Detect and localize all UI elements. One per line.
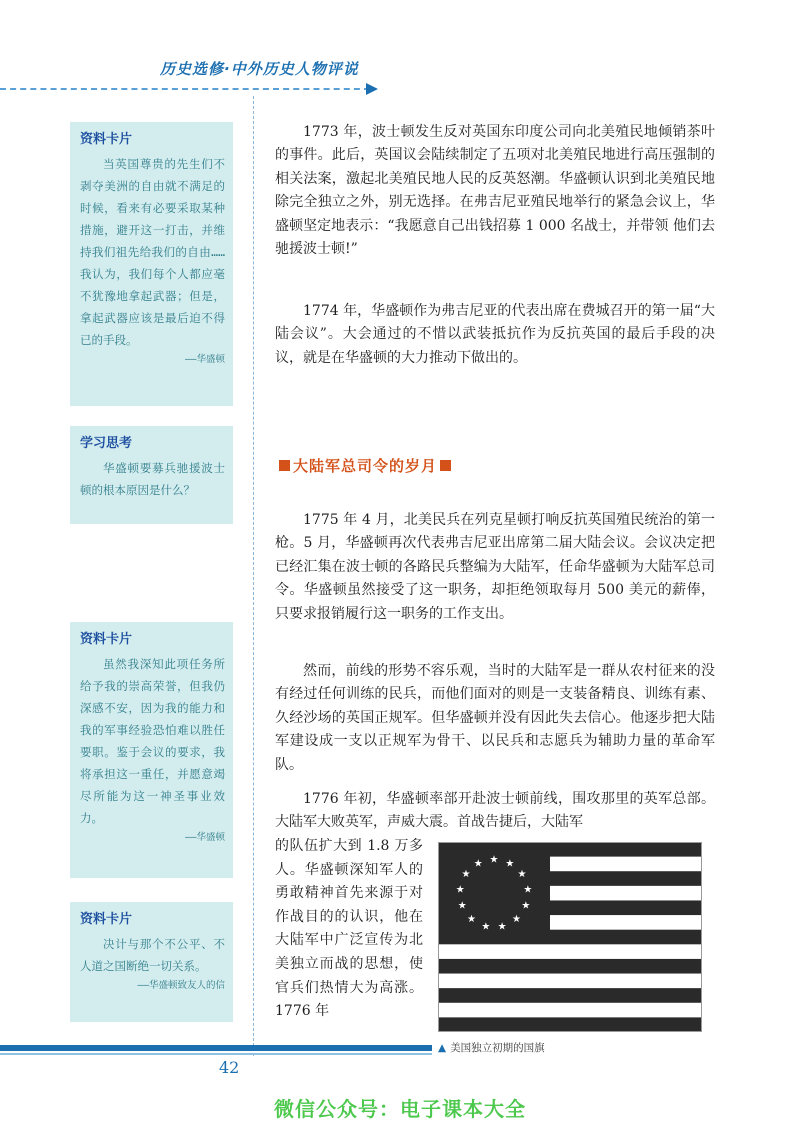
flag-stripe	[438, 1017, 702, 1032]
flag-stripe	[438, 988, 702, 1003]
star-icon: ★	[489, 854, 499, 866]
card-text: 虽然我深知此项任务所给予我的崇高荣誉，但我仍深感不安，因为我的能力和我的军事经验恐怕难以胜任要职。鉴于会议的要求，我将承担这一重任，并愿意竭尽所能为这一神圣事业效力。	[80, 657, 225, 825]
sidebar-card-4	[70, 902, 233, 1022]
card-text: 当英国尊贵的先生们不剥夺美洲的自由就不满足的时候，看来有必要采取某种措施，避开这一打击，并维持我们祖先给我们的自由……我认为，我们每个人都应毫不犹豫地拿起武器；但是，拿起武器应该是最后迫不得已的手段。	[80, 157, 225, 347]
figure-caption	[438, 1040, 545, 1055]
paragraph-3: 1775 年 4 月，北美民兵在列克星顿打响反抗英国殖民统治的第一枪。5 月，华盛顿再次代表弗吉尼亚出席第二届大陆会议。会议决定把已经汇集在波士顿的各路民兵整编为大陆军，任命华盛顿为大陆军总司令。华盛顿虽然接受了这一职务，却拒绝领取每月 500 美元的薪俸，只要求报销履行这一职务的工作支出。	[275, 512, 715, 622]
header-title: 历史选修·中外历史人物评说	[160, 60, 359, 78]
sidebar-card-2	[70, 426, 233, 524]
bottom-bar-accent	[0, 1053, 432, 1055]
star-icon: ★	[505, 858, 515, 870]
square-icon	[279, 460, 290, 471]
card-title: 学习思考	[80, 436, 133, 451]
card-title: 资料卡片	[80, 632, 133, 647]
paragraph-1: 1773 年，波士顿发生反对英国东印度公司向北美殖民地倾销茶叶的事件。此后，英国议会陆续制定了五项对北美殖民地进行高压强制的相关法案，激起北美殖民地人民的反英怒潮。华盛顿认识到北美殖民地除完全独立之外，别无选择。在弗吉尼亚殖民地举行的紧急会议上，华盛顿坚定地表示：“我愿意自己出钱招募 1 000 名战士，并带领 他们去驰援波士顿!”	[275, 124, 715, 258]
paragraph-2: 1774 年，华盛顿作为弗吉尼亚的代表出席在费城召开的第一届“大陆会议”。大会通过的不惜以武装抵抗作为反抗英国的最后手段的决议，就是在华盛顿的大力推动下做出的。	[275, 303, 715, 366]
section-title: 大陆军总司令的岁月	[293, 457, 438, 475]
star-icon: ★	[467, 913, 476, 925]
card-text: 华盛顿要募兵驰援波士顿的根本原因是什么？	[80, 461, 225, 497]
card-source: ——华盛顿致友人的信	[137, 980, 225, 991]
caption-text: 美国独立初期的国旗	[450, 1042, 545, 1054]
card-title: 资料卡片	[80, 132, 133, 147]
card-title: 资料卡片	[80, 912, 133, 927]
card-text: 决计与那个不公平、不人道之国断绝一切关系。	[80, 937, 225, 973]
star-icon: ★	[457, 900, 467, 912]
triangle-icon: ▲	[438, 1042, 447, 1054]
paragraph-4: 然而，前线的形势不容乐观，当时的大陆军是一群从农村征来的没有经过任何训练的民兵，而他们面对的则是一支装备精良、训练有素、久经沙场的英国正规军。但华盛顿并没有因此失去信心。他逐步把大陆军建设成一支以正规军为骨干、以民兵和志愿兵为辅助力量的革命军队。	[275, 663, 715, 773]
sidebar-card-1	[70, 122, 233, 406]
star-icon: ★	[481, 921, 491, 933]
star-icon: ★	[497, 921, 507, 933]
paragraph-6: 的队伍扩大到 1.8 万多人。华盛顿深知军人的勇敢精神首先来源于对作战目的的认识，他在大陆军中广泛宣传为北美独立而战的思想，使官兵们热情大为高涨。1776 年	[275, 838, 423, 1020]
bottom-bar	[0, 1045, 432, 1051]
star-icon: ★	[517, 869, 527, 881]
star-icon: ★	[521, 900, 531, 912]
card-source: ——华盛顿	[185, 354, 225, 365]
star-icon: ★	[473, 858, 483, 870]
flag-stripe	[438, 959, 702, 974]
column-divider	[253, 96, 254, 1056]
star-icon: ★	[461, 869, 471, 881]
flag-image	[438, 842, 702, 1032]
header-rule	[0, 88, 370, 90]
sidebar-card-3	[70, 622, 233, 878]
arrow-icon	[366, 83, 378, 95]
star-icon: ★	[512, 913, 521, 925]
star-icon: ★	[455, 884, 465, 896]
star-icon: ★	[523, 884, 533, 896]
square-icon	[440, 460, 451, 471]
card-source: ——华盛顿	[185, 832, 225, 843]
section-heading	[276, 455, 454, 476]
footer-watermark: 微信公众号：电子课本大全	[274, 1097, 526, 1121]
page-number: 42	[219, 1058, 240, 1077]
paragraph-5: 1776 年初，华盛顿率部开赴波士顿前线，围攻那里的英军总部。大陆军大败英军，声威大震。首战告捷后，大陆军	[275, 791, 715, 831]
